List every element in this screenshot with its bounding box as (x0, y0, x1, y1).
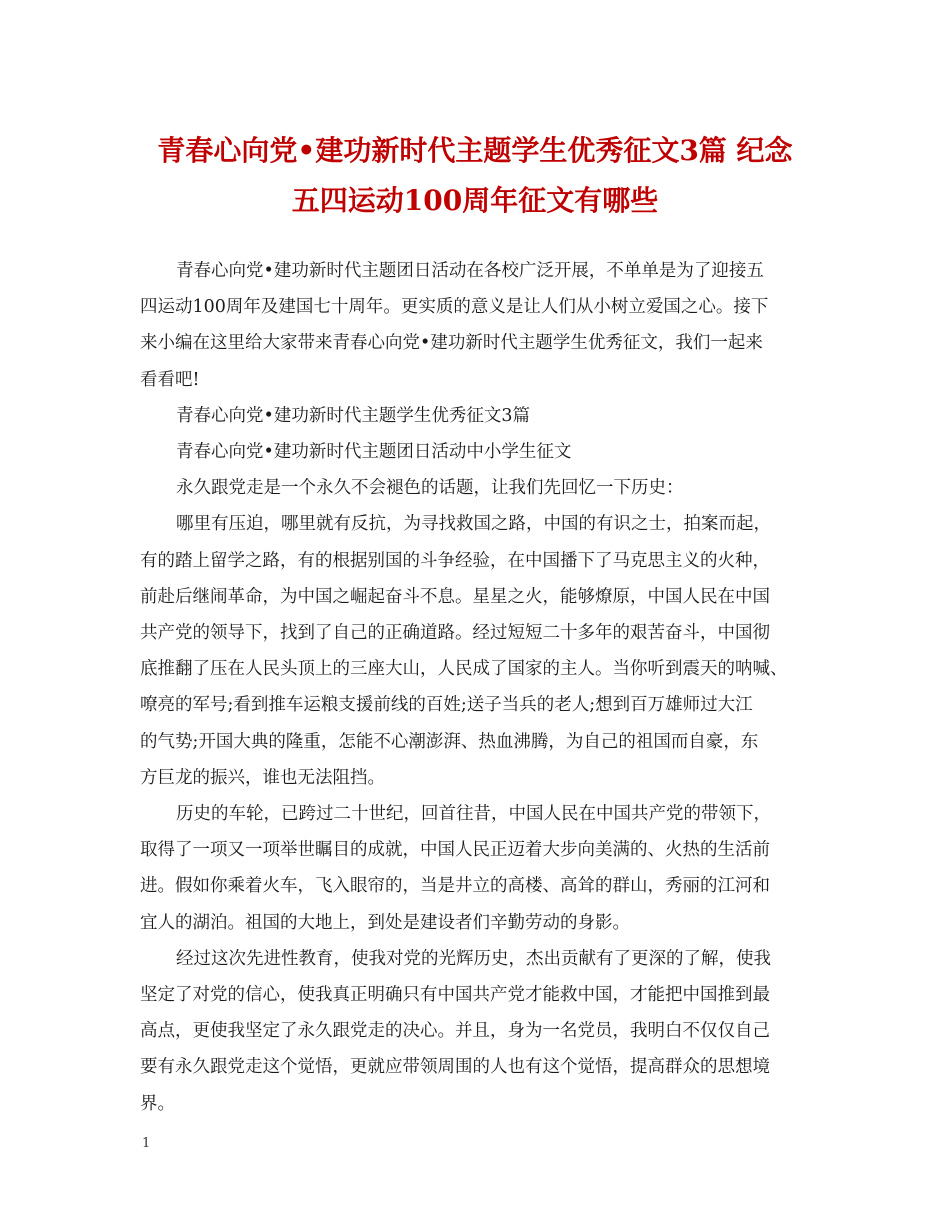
text-line: 永久跟党走是一个永久不会褪色的话题，让我们先回忆一下历史： (176, 478, 684, 499)
text-line: 宜人的湖泊。祖国的大地上，到处是建设者们辛勤劳动的身影。 (140, 912, 630, 933)
text-line: 青春心向党•建功新时代主题学生优秀征文3篇 (176, 405, 530, 426)
text-line: 看看吧! (140, 369, 200, 390)
paragraph-reflection (140, 941, 840, 1122)
text-line: 高点，更使我坚定了永久跟党走的决心。并且，身为一名党员，我明白不仅仅自己 (140, 1021, 770, 1042)
page-number: 1 (142, 1136, 151, 1151)
text-line: 坚定了对党的信心，使我真正明确只有中国共产党才能救中国，才能把中国推到最 (140, 985, 770, 1006)
paragraph-history (140, 506, 840, 796)
text-line: 进。假如你乘着火车，飞入眼帘的，当是井立的高楼、高耸的群山，秀丽的江河和 (140, 876, 770, 897)
text-line: 共产党的领导下，找到了自己的正确道路。经过短短二十多年的艰苦奋斗，中国彻 (140, 623, 770, 644)
text-line: 来小编在这里给大家带来青春心向党•建功新时代主题学生优秀征文，我们一起来 (140, 333, 763, 354)
text-line: 有的踏上留学之路，有的根据别国的斗争经验，在中国播下了马克思主义的火种， (140, 550, 770, 571)
document-title (100, 126, 850, 226)
paragraph-achievements (140, 796, 840, 941)
text-line: 方巨龙的振兴，谁也无法阻挡。 (140, 767, 385, 788)
paragraph-intro (140, 253, 840, 398)
text-line: 要有永久跟党走这个觉悟，更就应带领周围的人也有这个觉悟，提高群众的思想境 (140, 1057, 770, 1078)
paragraph-opening (140, 470, 840, 506)
paragraph-subtitle-2 (140, 434, 840, 470)
text-line: 前赴后继闹革命，为中国之崛起奋斗不息。星星之火，能够燎原，中国人民在中国 (140, 586, 770, 607)
title-line: 五四运动100周年征文有哪些 (291, 184, 659, 217)
text-line: 青春心向党•建功新时代主题团日活动在各校广泛开展，不单单是为了迎接五 (176, 261, 764, 281)
text-line: 历史的车轮，已跨过二十世纪，回首往昔，中国人民在中国共产党的带领下， (176, 804, 771, 825)
text-line: 取得了一项又一项举世瞩目的成就，中国人民正迈着大步向美满的、火热的生活前 (140, 840, 770, 861)
text-line: 经过这次先进性教育，使我对党的光辉历史，杰出贡献有了更深的了解，使我 (176, 948, 771, 969)
text-line: 哪里有压迫，哪里就有反抗，为寻找救国之路，中国的有识之士，拍案而起， (176, 514, 771, 535)
text-line: 青春心向党•建功新时代主题团日活动中小学生征文 (176, 442, 572, 463)
text-line: 界。 (140, 1093, 175, 1114)
document-body (140, 253, 840, 1122)
text-line: 的气势;开国大典的隆重，怎能不心潮澎湃、热血沸腾，为自己的祖国而自豪，东 (140, 731, 759, 752)
title-line: 青春心向党•建功新时代主题学生优秀征文3篇 纪念 (157, 134, 793, 167)
text-line: 四运动100周年及建国七十周年。更实质的意义是让人们从小树立爱国之心。接下 (140, 297, 769, 318)
text-line: 底推翻了压在人民头顶上的三座大山，人民成了国家的主人。当你听到震天的呐喊、 (140, 659, 788, 680)
paragraph-subtitle-1 (140, 398, 840, 434)
text-line: 嘹亮的军号;看到推车运粮支援前线的百姓;送子当兵的老人;想到百万雄师过大江 (140, 695, 753, 716)
